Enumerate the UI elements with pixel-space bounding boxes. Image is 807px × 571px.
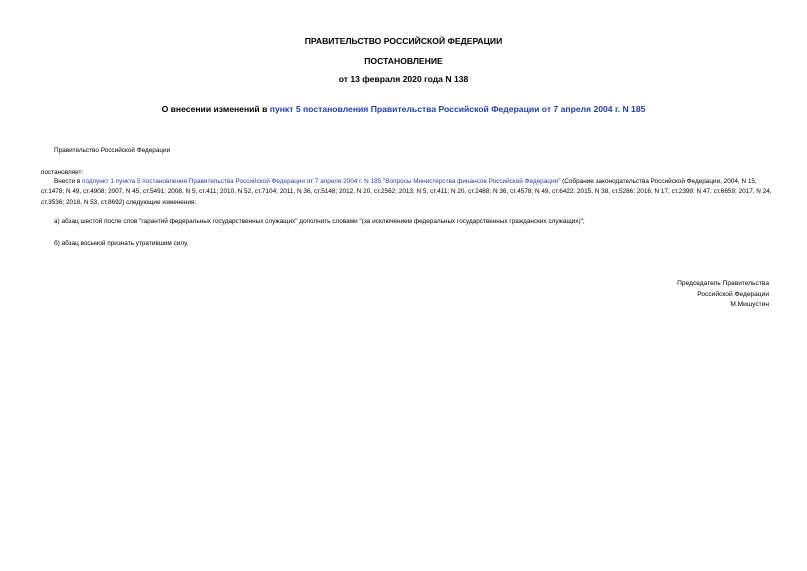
signature-name: М.Мишустин — [730, 301, 769, 309]
document-type-heading: ПОСТАНОВЛЕНИЕ — [364, 56, 443, 66]
amendment-prefix: Внести в — [54, 178, 82, 185]
resolves-line: постановляет: — [41, 169, 84, 176]
government-heading: ПРАВИТЕЛЬСТВО РОССИЙСКОЙ ФЕДЕРАЦИИ — [304, 36, 503, 46]
document-title-prefix: О внесении изменений в — [161, 104, 270, 114]
signature-org: Российской Федерации — [697, 290, 769, 298]
amendment-paragraph — [41, 177, 773, 208]
document-date-number: от 13 февраля 2020 года N 138 — [338, 74, 469, 84]
signature-title: Председатель Правительства — [677, 280, 769, 287]
amendment-rest: (Собрание законодательства Российской Федерации, 2004, N 15, ст.1478; N 49, ст.4908; 2007, N 45, ст.5491; 2008, N 5, ст.411; 2010, N 52, ст.7104; 2011, N 36, ст.5148; 2012, N 20, ст.2562; 2013, N 5, ст.411; N 20, ст.2488; N 36, ст.4578; N 49, ст.6422; 2015, N 38, ст.5286; 2016, N 17, ст.2399; N 47, ст.6659; 2017, N 24, ст.3536; 2018, N 53, ст.8692) следующие изменения: — [41, 178, 772, 206]
document-title — [0, 104, 807, 115]
item-b: б) абзац восьмой признать утратившим силу. — [54, 240, 189, 247]
amendment-link[interactable]: подпункт 1 пункта 5 постановления Правительства Российской Федерации от 7 апреля 2004 г. N 185 "Вопросы Министерства финансов Российской Федерации" — [81, 178, 561, 185]
signature-block — [677, 279, 769, 311]
document-title-link[interactable]: пункт 5 постановления Правительства Российской Федерации от 7 апреля 2004 г. N 185 — [269, 104, 646, 114]
item-a: а) абзац шестой после слов "гарантий федеральных государственных служащих" дополнить словами "(за исключением федеральных государственных гражданских служащих)"; — [54, 218, 585, 225]
government-line: Правительство Российской Федерации — [54, 147, 171, 154]
